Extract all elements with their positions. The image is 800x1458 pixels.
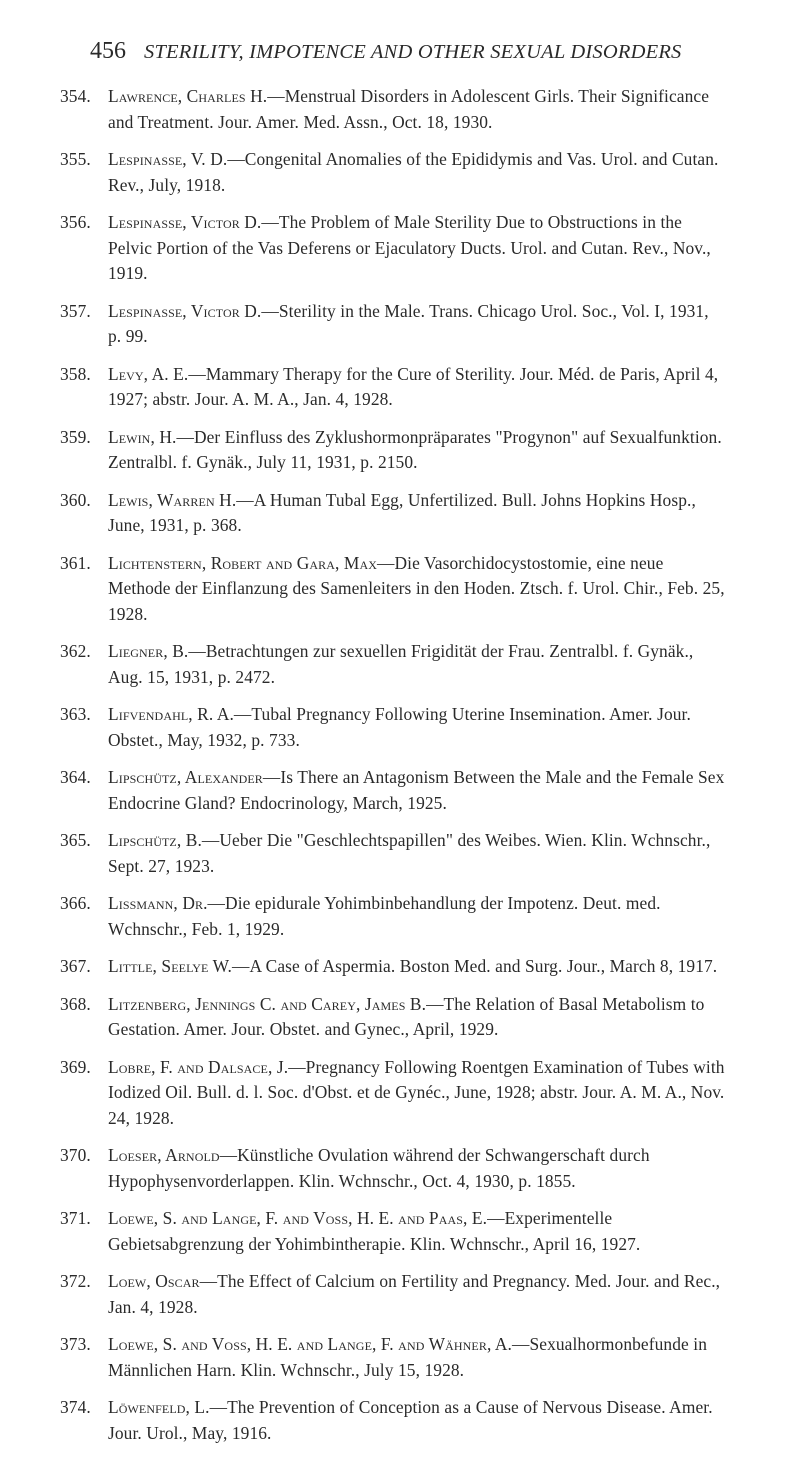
entry-author: Loew, Oscar	[108, 1271, 200, 1291]
entry-text: —Menstrual Disorders in Adolescent Girls. Their Significance and Treatment. Jour. Amer. Med. Assn., Oct. 18, 1930.	[108, 86, 710, 132]
bibliography-entry	[60, 551, 725, 628]
bibliography-entry	[60, 1143, 725, 1194]
entry-author: Löwenfeld, L.	[108, 1397, 210, 1417]
entry-number: 358.	[60, 363, 91, 384]
entry-number: 373.	[60, 1334, 91, 1354]
entry-number: 359.	[60, 426, 91, 447]
entry-text: —Experimentelle Gebietsabgrenzung der Yohimbintherapie. Klin. Wchnschr., April 16, 1927.	[108, 1208, 641, 1254]
bibliography-entry	[60, 992, 725, 1043]
entry-number: 369.	[60, 1056, 91, 1077]
bibliography-entry	[60, 1269, 725, 1320]
entry-text: —A Human Tubal Egg, Unfertilized. Bull. Johns Hopkins Hosp., June, 1931, p. 368.	[108, 489, 696, 535]
bibliography-entry	[60, 1395, 725, 1446]
entry-text: —Die epidurale Yohimbinbehandlung der Impotenz. Deut. med. Wchnschr., Feb. 1, 1929.	[108, 893, 661, 939]
entry-number: 371.	[60, 1208, 91, 1228]
entry-number: 355.	[60, 149, 91, 169]
entry-author: Litzenberg, Jennings C. and Carey, James B.	[108, 993, 427, 1014]
page-header	[90, 36, 730, 70]
entry-number: 367.	[60, 956, 91, 976]
entry-text: —Sexualhormonbefunde in Männlichen Harn. Klin. Wchnschr., July 15, 1928.	[108, 1334, 708, 1380]
page-number: 456	[90, 38, 126, 64]
entry-author: Lespinasse, Victor D.	[108, 212, 262, 232]
entry-text: —The Effect of Calcium on Fertility and Pregnancy. Med. Jour. and Rec., Jan. 4, 1928.	[108, 1271, 721, 1317]
entry-number: 364.	[60, 767, 91, 787]
entry-text: —Betrachtungen zur sexuellen Frigidität der Frau. Zentralbl. f. Gynäk., Aug. 15, 1931, p. 2472.	[108, 641, 694, 687]
bibliography-entry	[60, 891, 725, 942]
entry-text: —Die Vasorchidocystostomie, eine neue Methode der Einflanzung des Samenleiters in den Hoden. Ztsch. f. Urol. Chir., Feb. 25, 1928.	[108, 552, 725, 624]
entry-text: —Is There an Antagonism Between the Male and the Female Sex Endocrine Gland? Endocrinology, March, 1925.	[108, 767, 725, 813]
bibliography-entry	[60, 639, 725, 690]
entry-number: 374.	[60, 1397, 91, 1417]
entry-text: —Pregnancy Following Roentgen Examination of Tubes with Iodized Oil. Bull. d. l. Soc. d'Obst. et de Gynéc., June, 1928; abstr. Jour. A. M. A., Nov. 24, 1928.	[108, 1056, 725, 1128]
entry-number: 365.	[60, 830, 91, 850]
entry-author: Loewe, S. and Lange, F. and Voss, H. E. and Paas, E.	[108, 1208, 488, 1228]
bibliography-list	[60, 84, 725, 1458]
entry-text: —Der Einfluss des Zyklushormonpräparates "Progynon" auf Sexualfunktion. Zentralbl. f. Gynäk., July 11, 1931, p. 2150.	[108, 426, 722, 472]
entry-author: Lissmann, Dr.	[108, 893, 208, 913]
entry-number: 362.	[60, 641, 91, 661]
bibliography-entry	[60, 488, 725, 539]
entry-text: —Tubal Pregnancy Following Uterine Insemination. Amer. Jour. Obstet., May, 1932, p. 733.	[108, 704, 691, 750]
entry-number: 357.	[60, 300, 91, 321]
entry-author: Lipschütz, B.	[108, 830, 202, 850]
entry-text: —The Problem of Male Sterility Due to Obstructions in the Pelvic Portion of the Vas Deferens or Ejaculatory Ducts. Urol. and Cutan. Rev., Nov., 1919.	[108, 212, 711, 283]
entry-text: —The Relation of Basal Metabolism to Gestation. Amer. Jour. Obstet. and Gynec., April, 1929.	[108, 993, 705, 1039]
entry-author: Lespinasse, Victor D.	[108, 300, 262, 321]
entry-author: Lichtenstern, Robert and Gara, Max	[108, 552, 378, 573]
entry-number: 366.	[60, 893, 91, 913]
entry-text: —Sterility in the Male. Trans. Chicago Urol. Soc., Vol. I, 1931, p. 99.	[108, 300, 709, 346]
entry-text: —Ueber Die "Geschlechtspapillen" des Weibes. Wien. Klin. Wchnschr., Sept. 27, 1923.	[108, 830, 711, 876]
entry-author: Loeser, Arnold	[108, 1145, 220, 1165]
entry-author: Lipschütz, Alexander	[108, 767, 263, 787]
bibliography-entry	[60, 954, 725, 980]
entry-author: Loewe, S. and Voss, H. E. and Lange, F. and Wähner, A.	[108, 1334, 512, 1354]
entry-author: Lespinasse, V. D.	[108, 149, 228, 169]
entry-number: 360.	[60, 489, 91, 510]
entry-number: 368.	[60, 993, 91, 1014]
entry-number: 354.	[60, 86, 91, 106]
bibliography-entry	[60, 1055, 725, 1132]
entry-number: 356.	[60, 212, 91, 232]
bibliography-entry	[60, 1206, 725, 1257]
bibliography-entry	[60, 765, 725, 816]
running-title: STERILITY, IMPOTENCE AND OTHER SEXUAL DISORDERS	[144, 41, 682, 63]
entry-author: Liegner, B.	[108, 641, 189, 661]
bibliography-entry	[60, 1332, 725, 1383]
entry-number: 361.	[60, 552, 91, 573]
bibliography-entry	[60, 362, 725, 413]
entry-author: Levy, A. E.	[108, 363, 189, 384]
entry-author: Lewin, H.	[108, 426, 177, 447]
bibliography-entry	[60, 702, 725, 753]
entry-text: —Mammary Therapy for the Cure of Sterility. Jour. Méd. de Paris, April 4, 1927; abstr. Jour. A. M. A., Jan. 4, 1928.	[108, 363, 719, 409]
entry-number: 363.	[60, 704, 91, 724]
entry-text: —Künstliche Ovulation während der Schwangerschaft durch Hypophysenvorderlappen. Klin. Wchnschr., Oct. 4, 1930, p. 1855.	[108, 1145, 650, 1191]
entry-author: Lifvendahl, R. A.	[108, 704, 234, 724]
entry-number: 372.	[60, 1271, 91, 1291]
entry-author: Lobre, F. and Dalsace, J.	[108, 1056, 289, 1077]
entry-author: Little, Seelye W.	[108, 956, 232, 976]
entry-text: —The Prevention of Conception as a Cause of Nervous Disease. Amer. Jour. Urol., May, 1916.	[108, 1397, 713, 1443]
entry-text: —A Case of Aspermia. Boston Med. and Surg. Jour., March 8, 1917.	[232, 956, 718, 976]
entry-author: Lawrence, Charles H.	[108, 86, 268, 106]
entry-number: 370.	[60, 1145, 91, 1165]
bibliography-entry	[60, 84, 725, 135]
bibliography-entry	[60, 828, 725, 879]
bibliography-entry	[60, 299, 725, 350]
bibliography-entry	[60, 425, 725, 476]
bibliography-entry	[60, 147, 725, 198]
entry-text: —Congenital Anomalies of the Epididymis and Vas. Urol. and Cutan. Rev., July, 1918.	[108, 149, 719, 195]
entry-author: Lewis, Warren H.	[108, 489, 237, 510]
bibliography-entry	[60, 210, 725, 287]
